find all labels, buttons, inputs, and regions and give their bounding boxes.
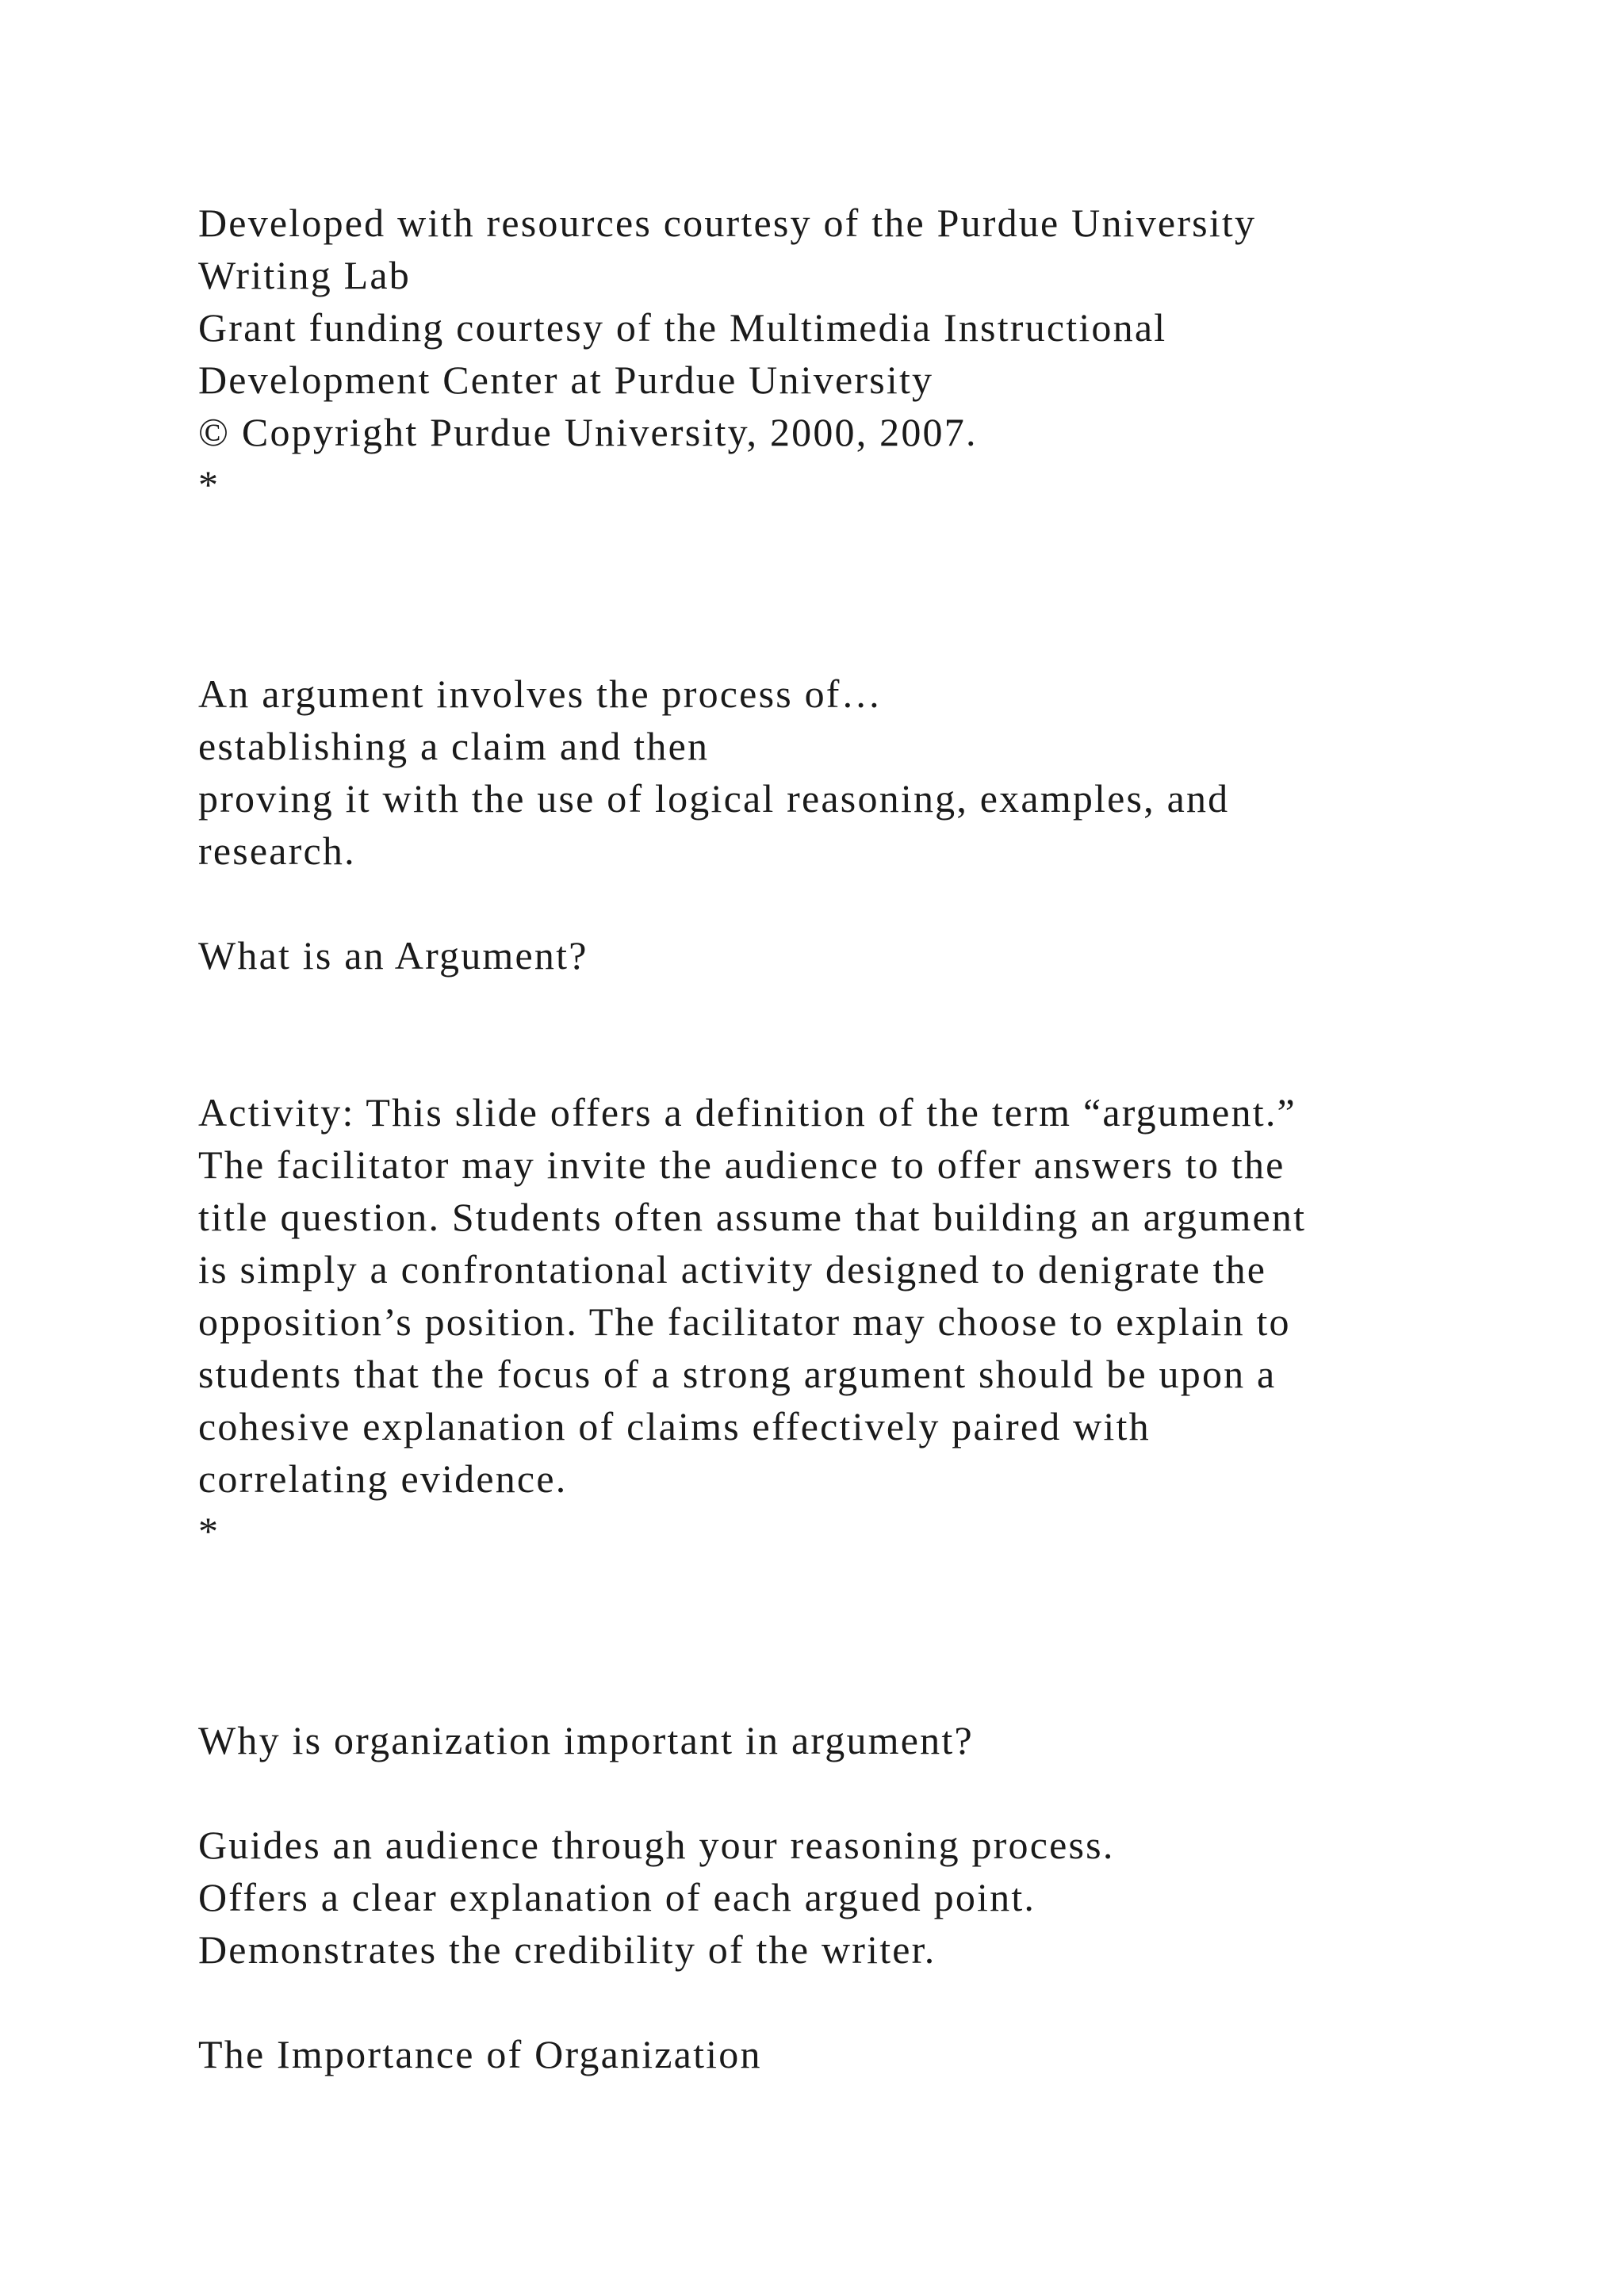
activity-line: The facilitator may invite the audience to offer answers to the <box>198 1142 1285 1187</box>
copyright-line: © Copyright Purdue University, 2000, 2007. <box>198 410 978 454</box>
organization-bullet: Guides an audience through your reasoning process. <box>198 1823 1115 1867</box>
slide-heading: The Importance of Organization <box>198 2032 762 2076</box>
activity-line: Activity: This slide offers a definition of the term “argument.” <box>198 1090 1297 1135</box>
definition-intro: An argument involves the process of… <box>198 672 883 716</box>
organization-bullet: Offers a clear explanation of each argued point. <box>198 1875 1036 1919</box>
slide-marker: * <box>198 1509 220 1553</box>
organization-question: Why is organization important in argument? <box>198 1718 974 1762</box>
definition-point-2-cont: research. <box>198 828 356 873</box>
credits-line-3: Grant funding courtesy of the Multimedia Instructional <box>198 305 1167 350</box>
activity-line: opposition’s position. The facilitator may choose to explain to <box>198 1299 1291 1344</box>
credits-line-4: Development Center at Purdue University <box>198 358 934 402</box>
credits-line-2: Writing Lab <box>198 253 411 297</box>
credits-line-1: Developed with resources courtesy of the Purdue University <box>198 201 1257 245</box>
organization-bullet: Demonstrates the credibility of the writer. <box>198 1927 936 1972</box>
slide-heading: What is an Argument? <box>198 933 588 978</box>
definition-point-1: establishing a claim and then <box>198 724 710 768</box>
activity-line: cohesive explanation of claims effectively paired with <box>198 1404 1151 1448</box>
slide-marker: * <box>198 462 220 507</box>
activity-line: correlating evidence. <box>198 1456 568 1501</box>
activity-line: title question. Students often assume that building an argument <box>198 1195 1307 1239</box>
activity-line: students that the focus of a strong argument should be upon a <box>198 1352 1277 1396</box>
activity-line: is simply a confrontational activity designed to denigrate the <box>198 1247 1267 1292</box>
definition-point-2: proving it with the use of logical reasoning, examples, and <box>198 776 1230 821</box>
